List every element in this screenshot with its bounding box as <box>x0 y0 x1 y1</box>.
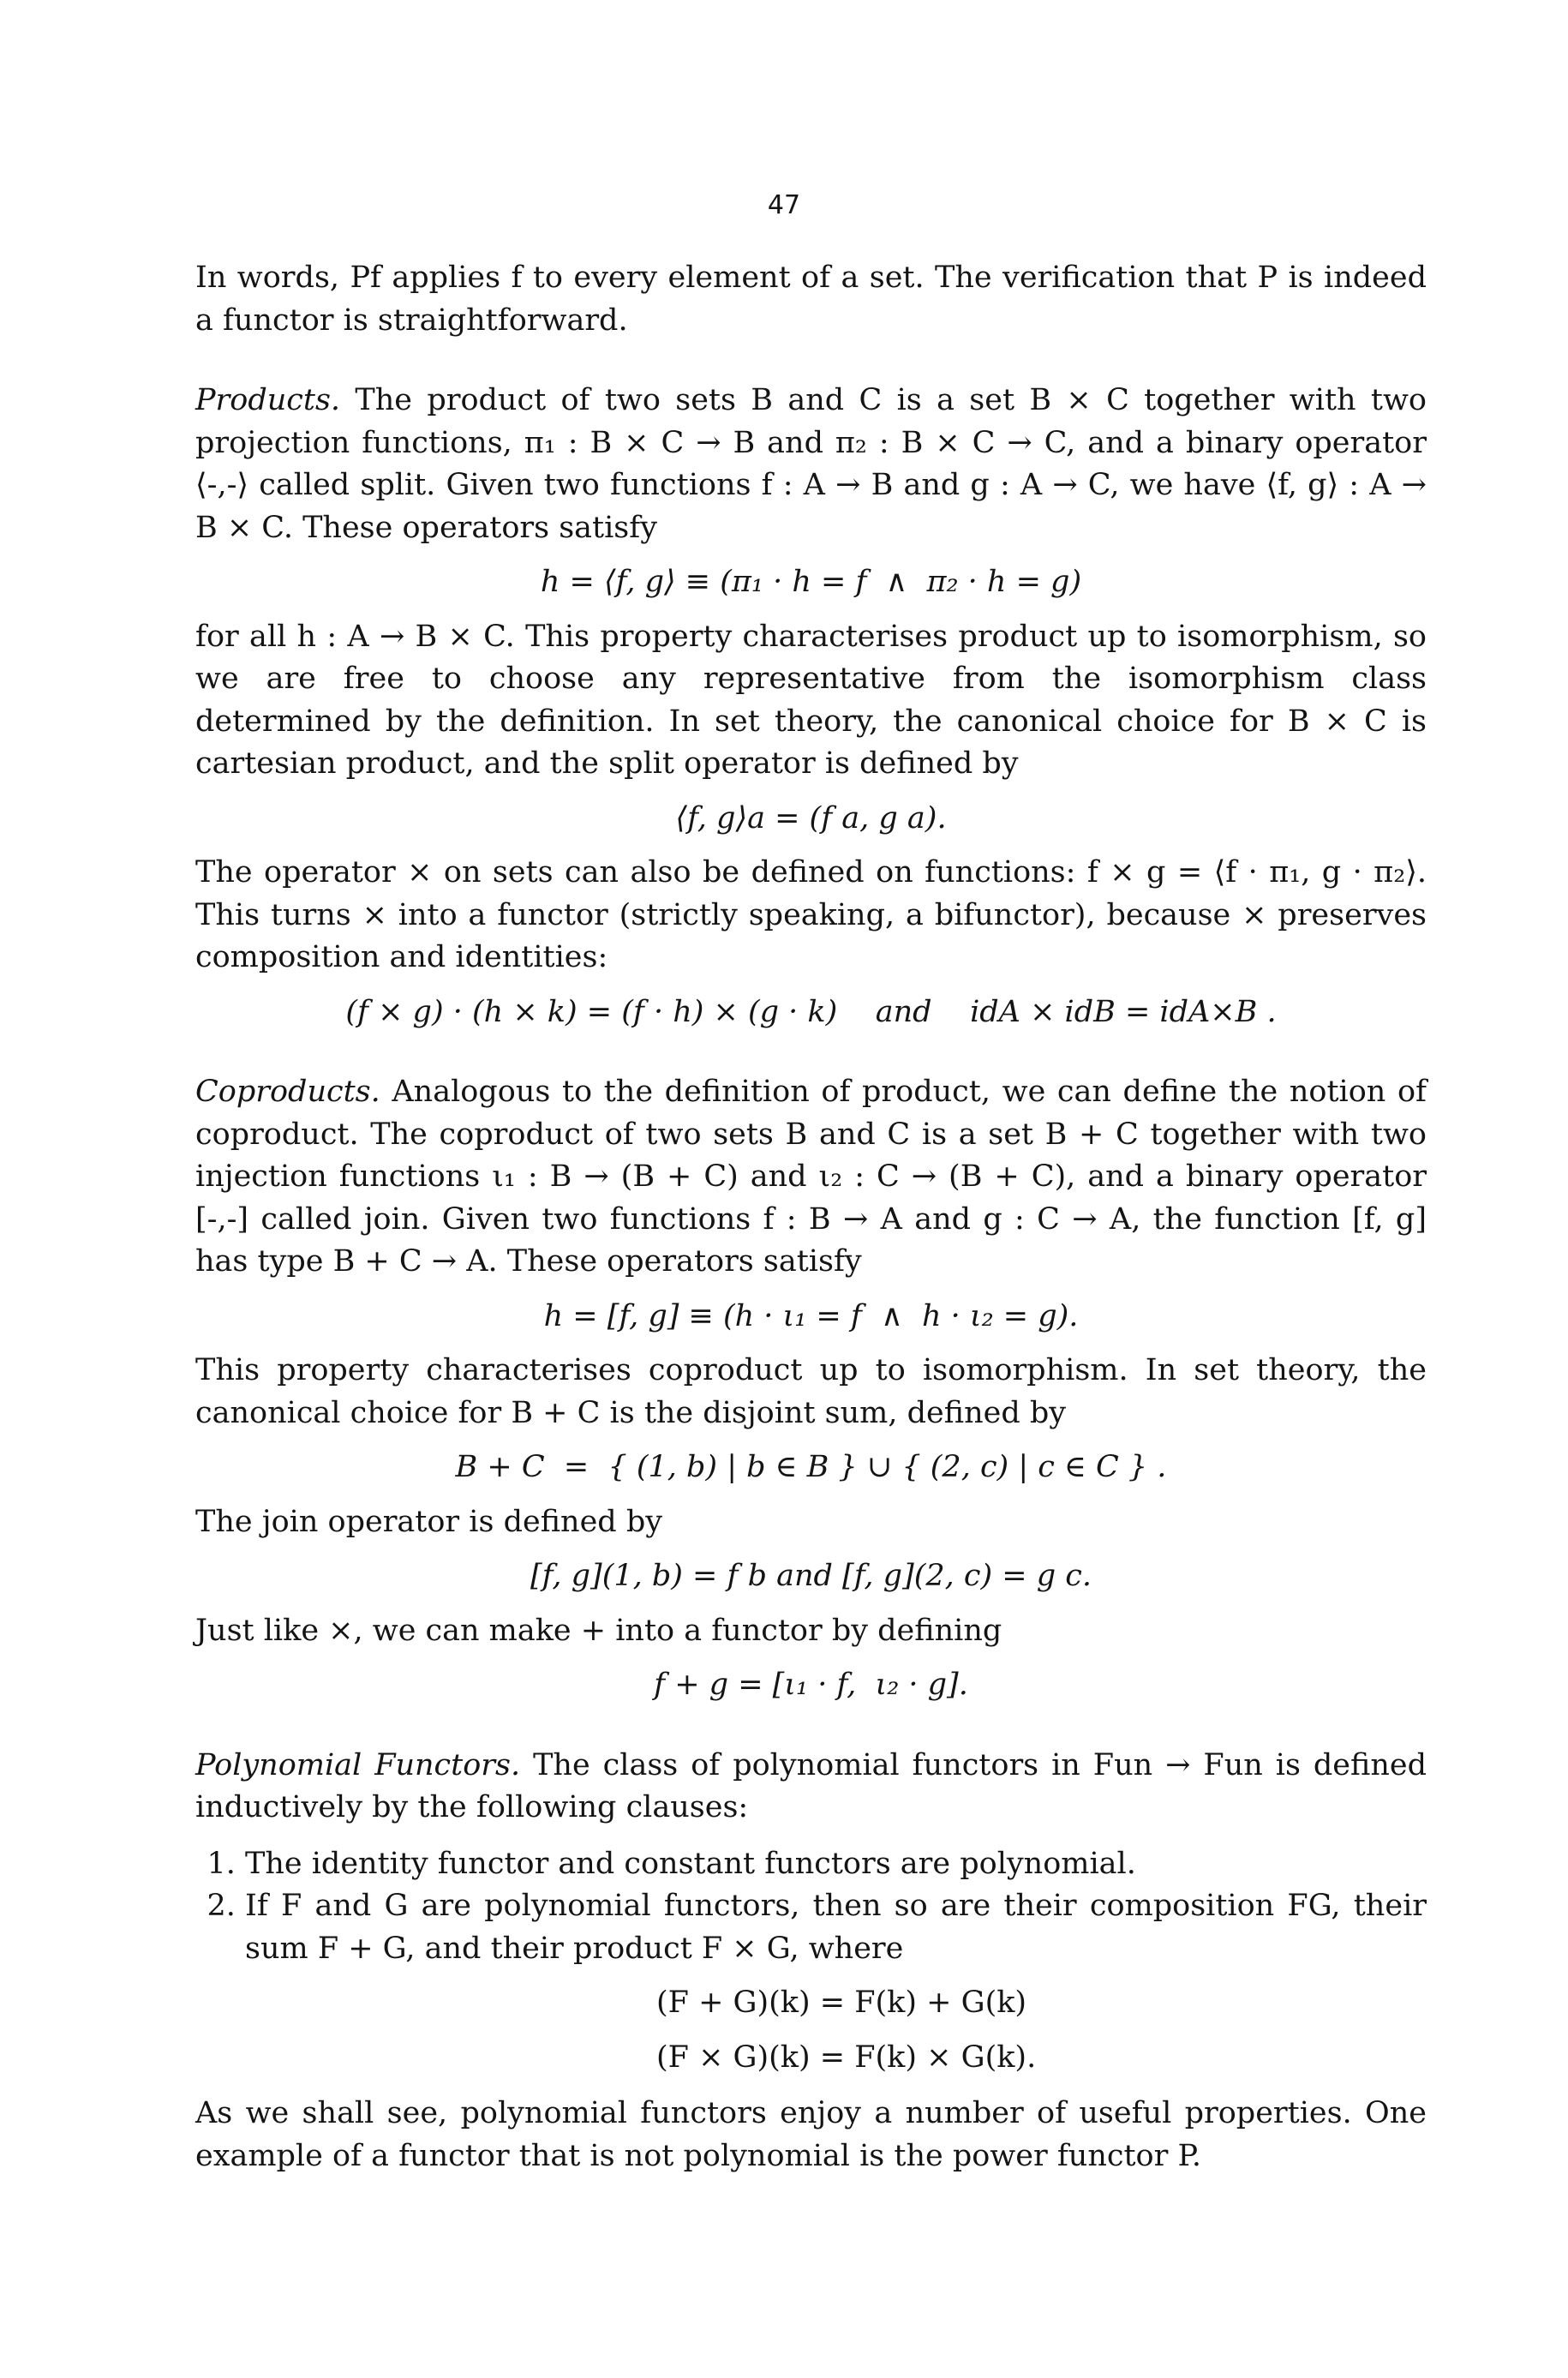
equation-poly-sum: (F + G)(k) = F(k) + G(k) <box>656 1986 1027 2020</box>
equation-split-set: ⟨f, g⟩a = (f a, g a). <box>675 800 947 836</box>
paragraph-powerset-intro: In words, Pf applies f to every element of a set. The verification that P is indeed a functor is straightforward. <box>195 261 1427 338</box>
run-in-heading-products: Products. <box>195 383 341 417</box>
paragraph-products <box>195 380 1427 549</box>
paragraph-coproducts <box>195 1071 1427 1284</box>
equation-disjoint-sum: B + C = { (1, b) | b ∈ B } ∪ { (2, c) | c ∈ C } . <box>455 1450 1167 1484</box>
list-item: 1. The identity functor and constant functors are polynomial. <box>245 1843 1427 1886</box>
run-in-heading-polynomial: Polynomial Functors. <box>195 1747 521 1782</box>
equation-split-definition: h = ⟨f, g⟩ ≡ (π₁ · h = f ∧ π₂ · h = g) <box>540 565 1082 599</box>
run-in-heading-coproducts: Coproducts. <box>195 1075 380 1109</box>
polynomial-text: The class of polynomial functors in Fun → Fun is defined inductively by the following clauses: <box>195 1747 1427 1824</box>
paragraph-products-cont: for all h : A → B × C. This property characterises product up to isomorphism, so we are free to choose any representative from the isomorphism class determined by the definition. In set theory, the canonical choice for B × C is cartesian product, and the split operator is defined by <box>195 619 1427 781</box>
polynomial-clauses-list <box>195 1843 1427 2080</box>
paragraph-polynomial <box>195 1745 1427 1830</box>
list-item <box>245 1885 1427 2079</box>
equation-poly-product: (F × G)(k) = F(k) × G(k). <box>656 2040 1037 2075</box>
paragraph-join-operator: The join operator is defined by <box>195 1504 662 1539</box>
paragraph-closing: As we shall see, polynomial functors enjoy a number of useful properties. One example of a functor that is not polynomial is the power functor P. <box>195 2096 1427 2173</box>
equation-join-definition: h = [f, g] ≡ (h · ι₁ = f ∧ h · ι₂ = g). <box>543 1298 1079 1333</box>
coproducts-text: Analogous to the definition of product, we can define the notion of coproduct. The coproduct of two sets B and C is a set B + C together with two injection functions ι₁ : B → (B + C) and ι₂ : C → (B + C), and a binary operator [-,-] called join. Given two functions f : B → A and g : C → A, the function [f, g] has type B + C → A. These operators satisfy <box>195 1075 1427 1279</box>
paragraph-product-functor: The operator × on sets can also be defined on functions: f × g = ⟨f · π₁, g · π₂⟩. This turns × into a functor (strictly speaking, a bifunctor), because × preserves composition and identities: <box>195 855 1427 974</box>
page-number: 47 <box>767 190 801 220</box>
list-item-text: If F and G are polynomial functors, then so are their composition FG, their sum F + G, and their product F × G, where <box>245 1889 1427 1966</box>
paragraph-coproducts-cont: This property characterises coproduct up to isomorphism. In set theory, the canonical choice for B + C is the disjoint sum, defined by <box>195 1353 1427 1430</box>
products-text: The product of two sets B and C is a set B × C together with two projection functions, π₁ : B × C → B and π₂ : B × C → C, and a binary operator ⟨-,-⟩ called split. Given two functions f : A → B and g : A → C, we have ⟨f, g⟩ : A → B × C. These operators satisfy <box>195 383 1427 545</box>
equation-bifunctor: (f × g) · (h × k) = (f · h) × (g · k) and idA × idB = idA×B . <box>345 994 1277 1029</box>
equation-sum-functor: f + g = [ι₁ · f, ι₂ · g]. <box>654 1668 968 1702</box>
equation-join-set: [f, g](1, b) = f b and [f, g](2, c) = g c. <box>530 1559 1092 1593</box>
paragraph-sum-functor: Just like ×, we can make + into a functor by defining <box>195 1613 1002 1648</box>
body-text <box>195 257 1427 2177</box>
